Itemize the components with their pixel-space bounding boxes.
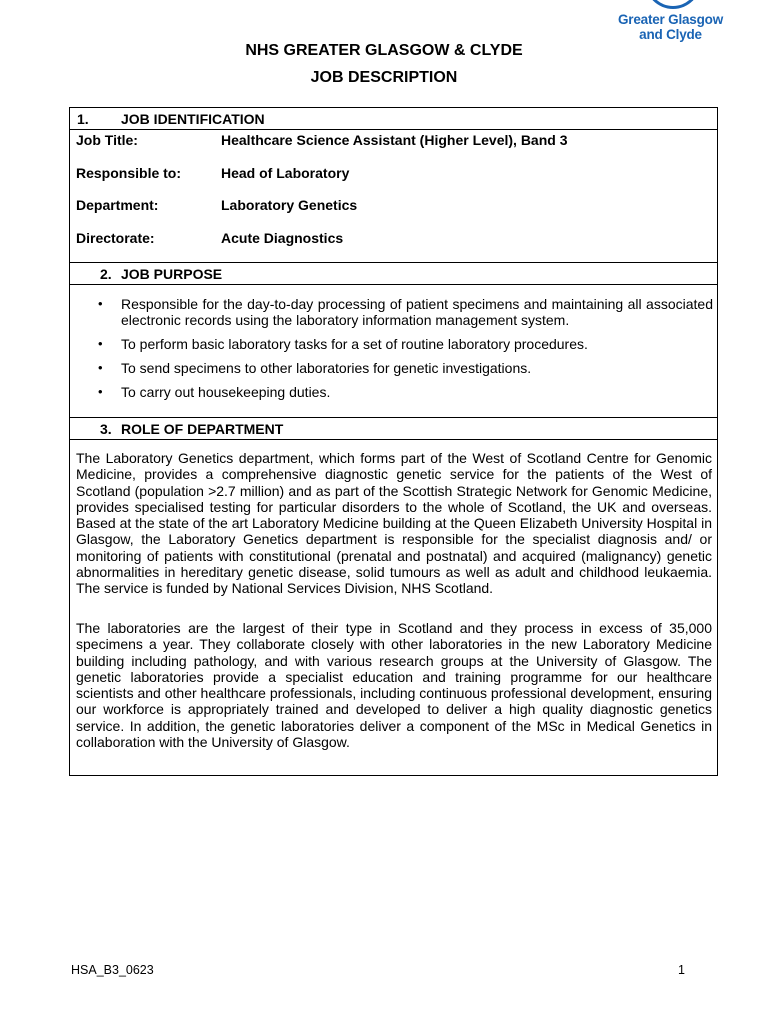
list-item bbox=[94, 360, 713, 376]
field-label: Directorate: bbox=[76, 230, 155, 246]
list-item bbox=[94, 384, 713, 400]
department-paragraph: The laboratories are the largest of their type in Scotland and they process in excess of 35,000 specimens a year. They collaborate closely with other laboratories in the new Laboratory Medicine building including pathology, and with various research groups at the University of Glasgow. The genetic laboratories provide a specialist education and training programme for our healthcare scientists and other healthcare professionals, including continuous professional development, ensuring our workforce is appropriately trained and developed to deliver a high quality diagnostic genetics service. In addition, the genetic laboratories deliver a component of the MSc in Medical Genetics in collaboration with the University of Glasgow. bbox=[76, 620, 712, 751]
document-reference: HSA_B3_0623 bbox=[71, 963, 154, 977]
logo-line-2: and Clyde bbox=[639, 27, 702, 42]
job-purpose-section bbox=[69, 262, 718, 418]
field-label: Job Title: bbox=[76, 132, 138, 148]
page-number: 1 bbox=[678, 963, 685, 977]
section-title: JOB PURPOSE bbox=[121, 266, 223, 282]
field-value: Healthcare Science Assistant (Higher Level), Band 3 bbox=[221, 132, 568, 148]
list-item bbox=[94, 336, 713, 352]
field-value: Acute Diagnostics bbox=[221, 230, 344, 246]
section-heading bbox=[70, 263, 717, 285]
field-label: Department: bbox=[76, 197, 159, 213]
logo-arc-graphic bbox=[645, 0, 701, 9]
section-heading bbox=[70, 418, 717, 440]
section-heading bbox=[70, 108, 717, 130]
bullet-icon: • bbox=[98, 384, 103, 399]
section-title: JOB IDENTIFICATION bbox=[121, 111, 265, 127]
section-number: 3. bbox=[100, 421, 112, 437]
bullet-icon: • bbox=[98, 296, 103, 311]
list-item-text: To perform basic laboratory tasks for a set of routine laboratory procedures. bbox=[121, 336, 588, 352]
field-value: Head of Laboratory bbox=[221, 165, 350, 181]
department-paragraph: The Laboratory Genetics department, which forms part of the West of Scotland Centre for Genomic Medicine, provides a comprehensive diagnostic genetic service for the patients of the West of Scotland (population >2.7 million) and as part of the Scottish Strategic Network for Genomic Medicine, provides specialised testing for particular disorders to the whole of Scotland, the UK and overseas. Based at the state of the art Laboratory Medicine building at the Queen Elizabeth University Hospital in Glasgow, the Laboratory Genetics department is responsible for the specialist diagnosis and/ or monitoring of patients with constitutional (prenatal and postnatal) and acquired (malignancy) genetic abnormalities in hereditary genetic disease, solid tumours as well as adult and childhood leukaemia. The service is funded by National Services Division, NHS Scotland. bbox=[76, 450, 712, 597]
logo-text bbox=[613, 12, 728, 42]
list-item-text: To send specimens to other laboratories for genetic investigations. bbox=[121, 360, 532, 376]
organisation-title: NHS GREATER GLASGOW & CLYDE bbox=[245, 42, 523, 59]
list-item-text: Responsible for the day-to-day processing of patient specimens and maintaining all associated electronic records using the laboratory information management system. bbox=[121, 296, 713, 328]
document-title: JOB DESCRIPTION bbox=[310, 69, 458, 86]
role-of-department-section bbox=[69, 417, 718, 776]
section-number: 2. bbox=[100, 266, 112, 282]
section-number: 1. bbox=[77, 111, 89, 127]
field-label: Responsible to: bbox=[76, 165, 182, 181]
nhs-logo bbox=[613, 0, 728, 46]
purpose-bullet-list bbox=[94, 296, 713, 408]
job-identification-section bbox=[69, 107, 718, 263]
bullet-icon: • bbox=[98, 360, 103, 375]
list-item bbox=[94, 296, 713, 328]
list-item-text: To carry out housekeeping duties. bbox=[121, 384, 331, 400]
section-title: ROLE OF DEPARTMENT bbox=[121, 421, 284, 437]
bullet-icon: • bbox=[98, 336, 103, 351]
field-value: Laboratory Genetics bbox=[221, 197, 358, 213]
logo-line-1: Greater Glasgow bbox=[617, 12, 724, 27]
